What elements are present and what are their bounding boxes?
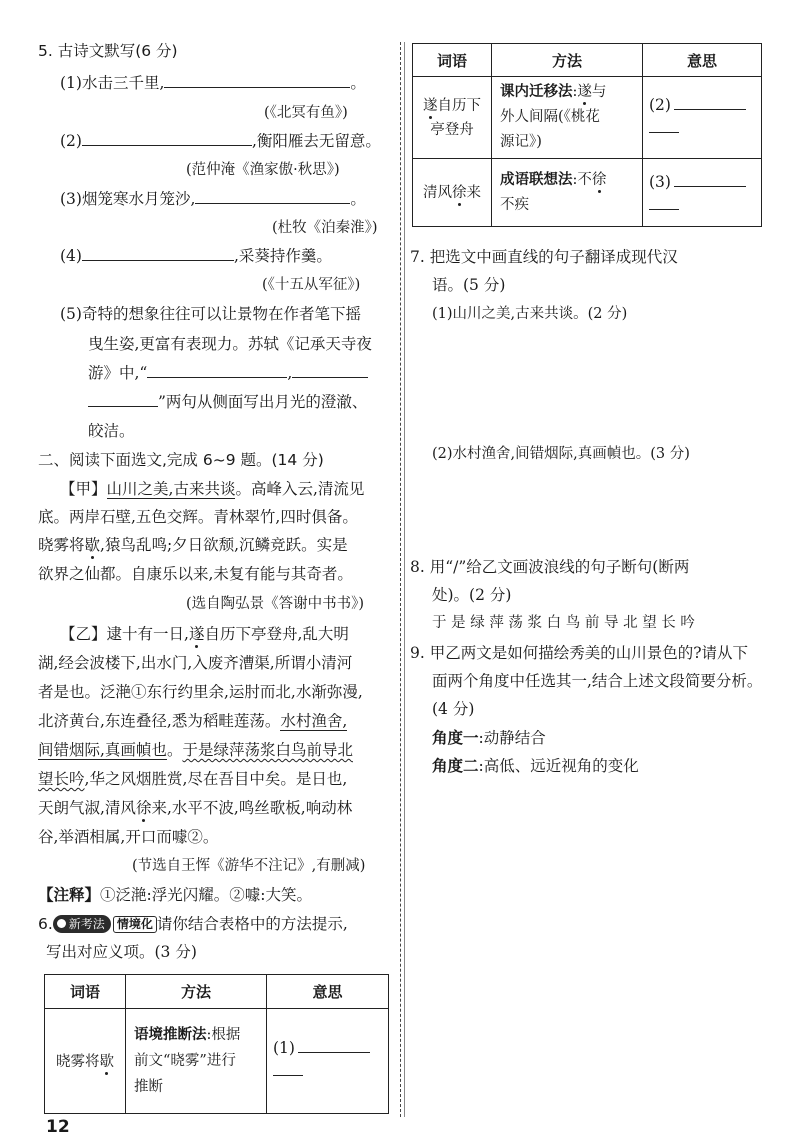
col-header-method: 方法 [492,44,643,77]
q8-sentence: 于 是 绿 萍 荡 浆 白 鸟 前 导 北 望 长 吟 [432,615,695,631]
q5-item5-line5: 皎洁。 [88,422,135,440]
q9-title-line2: 面两个角度中任选其一,结合上述文段简要分析。 [432,672,763,690]
method-cell: 课内迁移法:遂与 外人间隔(《桃花 源记》) [492,77,643,159]
wavy-underlined-sentence: 望长吟 [38,770,85,788]
col-header-meaning: 意思 [267,975,389,1009]
q7-sub2: (2)水村渔舍,间错烟际,真画幀也。(3 分) [432,446,690,462]
q5-item3: (3)烟笼寒水月笼沙, 。 [60,190,366,208]
meaning-cell: (2) [643,77,762,159]
lightbulb-icon [57,919,66,928]
q9-title-line3: (4 分) [432,700,475,718]
word-cell: 晓雾将歇 [45,1009,126,1114]
yi-line8: 谷,举酒相属,开口而噱②。 [38,828,219,846]
q7-title-line2: 语。(5 分) [432,276,506,294]
q5-item1: (1)水击三千里, 。 [60,74,366,92]
q8-title-line2: 处)。(2 分) [432,586,512,604]
section2-title: 二、阅读下面选文,完成 6~9 题。(14 分) [38,451,324,469]
q5-item5-line3: 游》中,“ , [88,363,368,383]
q5-item5-line1: (5)奇特的想象往往可以让景物在作者笔下摇 [60,305,361,323]
column-divider [400,42,401,1117]
straight-underlined-sentence: 间错烟际,真画幀也 [38,741,167,759]
q5-item2: (2) ,衡阳雁去无留意。 [60,132,381,150]
q7-sub1: (1)山川之美,古来共谈。(2 分) [432,306,628,322]
col-header-word: 词语 [413,44,492,77]
answer-blank[interactable] [649,118,679,133]
answer-blank[interactable] [674,95,746,110]
dotted-char: 徐 [452,185,467,201]
context-badge: 情境化 [113,916,157,933]
q5-item2-source: (范仲淹《渔家傲·秋思》) [186,162,340,178]
answer-blank[interactable] [88,392,158,407]
answer-blank[interactable] [649,195,679,210]
jia-line3: 晓雾将歇,猿鸟乱鸣;夕日欲颓,沉鳞竞跃。实是 [38,536,348,554]
method-cell: 语境推断法:根据 前文“晓雾”进行 推断 [126,1009,267,1114]
answer-blank[interactable] [147,363,287,378]
q6-table [44,974,389,1114]
answer-blank[interactable] [298,1038,370,1053]
answer-blank[interactable] [82,131,252,146]
meaning-cell: (1) [267,1009,389,1114]
q9-angle2: 角度二:高低、远近视角的变化 [432,757,639,775]
dotted-char: 歇 [99,1053,114,1070]
q6-line2: 写出对应义项。(3 分) [46,943,197,961]
answer-blank[interactable] [195,189,350,204]
jia-line2: 底。两岸石壁,五色交辉。青林翠竹,四时俱备。 [38,508,358,526]
col-header-meaning: 意思 [643,44,762,77]
yi-line2: 湖,经会波楼下,出水门,入废齐漕渠,所谓小清河 [38,654,353,672]
annotation: 【注释】①泛滟:浮光闪耀。②噱:大笑。 [38,886,312,904]
wavy-underlined-sentence: 于是绿萍荡浆白鸟前导北 [182,741,353,759]
q5-item5-line4: ”两句从侧面写出月光的澄澈、 [88,392,367,412]
dotted-char: 徐 [591,171,607,188]
method-cell: 成语联想法:不徐 不疾 [492,159,643,227]
straight-underlined-sentence: 山川之美,古来共谈 [106,480,236,498]
q5-item1-source: (《北冥有鱼》) [264,105,348,121]
yi-line7: 天朗气淑,清风徐来,水平不波,鸣丝歌板,响动林 [38,799,353,817]
yi-line5: 间错烟际,真画幀也。于是绿萍荡浆白鸟前导北 [38,741,353,759]
yi-line4: 北济黄台,东连叠径,悉为稻畦莲荡。水村渔舍, [38,712,348,730]
q5-item4: (4) ,采葵持作羹。 [60,247,332,265]
dotted-char: 遂 [188,625,205,643]
answer-blank[interactable] [273,1061,303,1076]
q9-angle1: 角度一:动静结合 [432,729,546,747]
q5-title: 5. 古诗文默写(6 分) [38,42,178,60]
jia-source: (选自陶弘景《答谢中书书》) [186,596,365,612]
jia-line1: 【甲】山川之美,古来共谈。高峰入云,清流见 [60,480,365,498]
yi-source: (节选自王恽《游华不注记》,有删减) [132,858,366,874]
yi-line6: 望长吟,华之风烟胜赏,尽在吾目中矣。是日也, [38,770,348,788]
dotted-char: 歇 [84,536,101,554]
q6-title: 6. 新考法 情境化 请你结合表格中的方法提示, [38,915,348,933]
page-number: 12 [46,1117,70,1137]
q7-title-line1: 7. 把选文中画直线的句子翻译成现代汉 [410,248,678,266]
yi-line3: 者是也。泛滟①东行约里余,运肘而北,水渐弥漫, [38,683,363,701]
answer-blank[interactable] [674,172,746,187]
answer-blank[interactable] [164,73,350,88]
q8-title-line1: 8. 用“/”给乙文画波浪线的句子断句(断两 [410,558,690,576]
new-method-badge: 新考法 [53,915,111,933]
col-header-word: 词语 [45,975,126,1009]
col-header-method: 方法 [126,975,267,1009]
yi-line1: 【乙】逮十有一日,遂自历下亭登舟,乱大明 [60,625,349,643]
dotted-char: 徐 [135,799,152,817]
meaning-cell: (3) [643,159,762,227]
dotted-char: 遂 [423,97,438,114]
dotted-char: 遂 [577,84,592,100]
answer-blank[interactable] [82,246,234,261]
column-divider-line [404,42,405,1117]
q6-table-continued [412,43,762,227]
word-cell: 遂自历下 亭登舟 [413,77,492,159]
straight-underlined-sentence: 水村渔舍, [280,712,348,730]
answer-blank[interactable] [292,363,368,378]
q9-title-line1: 9. 甲乙两文是如何描绘秀美的山川景色的?请从下 [410,644,749,662]
q5-item3-source: (杜牧《泊秦淮》) [272,220,378,236]
jia-line4: 欲界之仙都。自康乐以来,未复有能与其奇者。 [38,565,353,583]
q5-item5-line2: 曳生姿,更富有表现力。苏轼《记承天寺夜 [88,335,372,353]
word-cell: 清风徐来 [413,159,492,227]
q5-item4-source: (《十五从军征》) [262,277,361,293]
